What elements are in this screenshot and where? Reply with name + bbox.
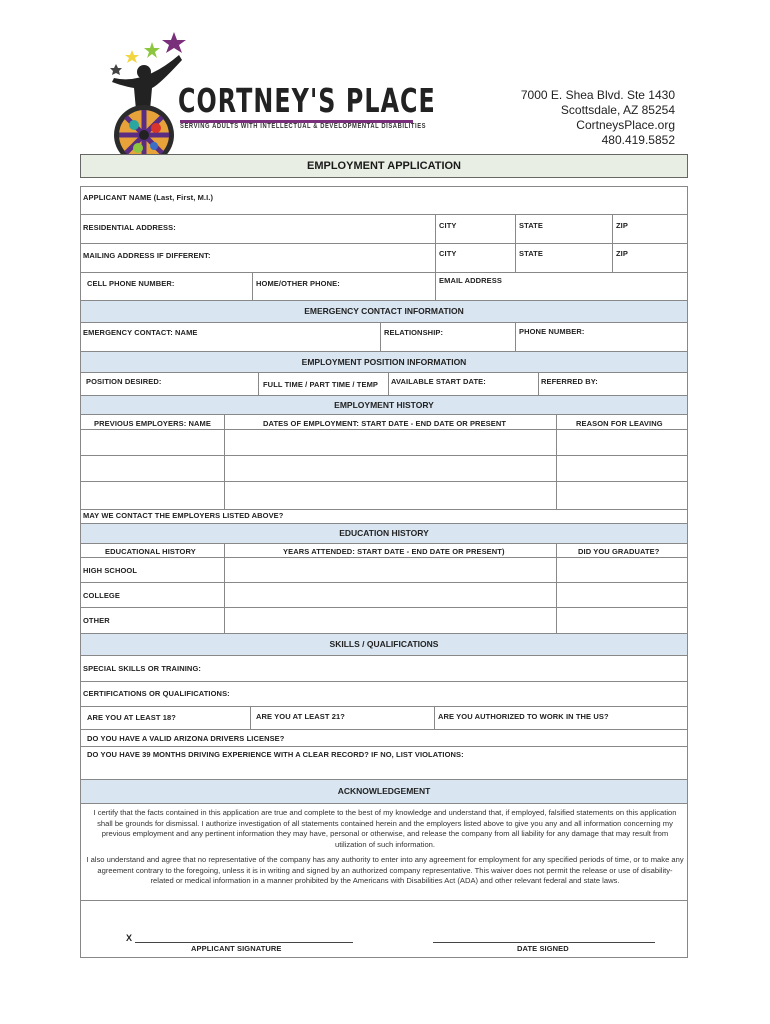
mailing-zip-label: ZIP bbox=[616, 249, 628, 258]
address-phone: 480.419.5852 bbox=[601, 133, 675, 147]
date-signed-label: DATE SIGNED bbox=[517, 944, 569, 953]
date-signed-line[interactable] bbox=[433, 942, 655, 943]
did-graduate-header: DID YOU GRADUATE? bbox=[578, 547, 660, 556]
email-label: EMAIL ADDRESS bbox=[439, 276, 502, 285]
address-line1: 7000 E. Shea Blvd. Ste 1430 bbox=[520, 88, 675, 102]
ack-header: ACKNOWLEDGEMENT bbox=[80, 779, 688, 804]
mailing-city-label: CITY bbox=[439, 249, 457, 258]
divider bbox=[80, 607, 688, 608]
residential-address-label: RESIDENTIAL ADDRESS: bbox=[83, 223, 176, 232]
ack-paragraph-1: I certify that the facts contained in this application are true and complete to the best of my knowledge and understand that, if employed, falsified statements on this application shall be grounds for dismissal. I authorize investigation of all statements contained herein and the employers listed above to give you any and all information concerning my previous employment and any pertinent information they may have, personal or otherwise, and release the company from all liability for any damage that may result from utilization of such information. bbox=[93, 808, 677, 849]
form-title-bar bbox=[80, 154, 688, 178]
authorized-us-label: ARE YOU AUTHORIZED TO WORK IN THE US? bbox=[438, 712, 609, 721]
employment-type-options: FULL TIME / PART TIME / TEMP bbox=[263, 380, 379, 389]
divider bbox=[252, 272, 253, 300]
relationship-label: RELATIONSHIP: bbox=[384, 328, 444, 337]
divider bbox=[435, 272, 436, 300]
divider bbox=[80, 509, 688, 510]
divider bbox=[388, 373, 389, 395]
referred-by-label: REFERRED BY: bbox=[541, 377, 598, 386]
skills-header: SKILLS / QUALIFICATIONS bbox=[80, 633, 688, 656]
divider bbox=[80, 557, 688, 558]
reason-leaving-header: REASON FOR LEAVING bbox=[576, 419, 663, 428]
other-label: OTHER bbox=[83, 616, 110, 625]
ack-paragraph-2: I also understand and agree that no representative of the company has any authority to enter into any agreement for employment for any specified periods of time, or to make any agreement contrary to the foregoing, unless it is in writing and signed by an authorized company representative. This waiver does not permit the release or use of disability-related or medical information in a manner prohibited by the Americans with Disabilities Act (ADA) and other relevant federal and state laws. bbox=[86, 855, 684, 885]
at-least-21-label: ARE YOU AT LEAST 21? bbox=[256, 712, 345, 721]
zip-label: ZIP bbox=[616, 221, 628, 230]
position-header: EMPLOYMENT POSITION INFORMATION bbox=[80, 351, 688, 373]
form-title: EMPLOYMENT APPLICATION bbox=[307, 160, 461, 172]
home-phone-label: HOME/OTHER PHONE: bbox=[256, 279, 340, 288]
start-date-label: AVAILABLE START DATE: bbox=[391, 377, 486, 386]
emergency-contact-label: EMERGENCY CONTACT: NAME bbox=[83, 328, 198, 337]
applicant-name-label: APPLICANT NAME (Last, First, M.I.) bbox=[83, 193, 214, 202]
city-label: CITY bbox=[439, 221, 457, 230]
certifications-label: CERTIFICATIONS OR QUALIFICATIONS: bbox=[83, 689, 230, 698]
phone-number-label: PHONE NUMBER: bbox=[519, 327, 585, 336]
divider bbox=[538, 373, 539, 395]
divider bbox=[80, 582, 688, 583]
years-attended-header: YEARS ATTENDED: START DATE - END DATE OR PRESENT) bbox=[283, 547, 505, 556]
divider bbox=[250, 706, 251, 729]
divider bbox=[80, 481, 688, 482]
state-label: STATE bbox=[519, 221, 543, 230]
divider bbox=[80, 214, 688, 215]
divider bbox=[80, 272, 688, 273]
mailing-address-label: MAILING ADDRESS IF DIFFERENT: bbox=[83, 251, 211, 260]
address-website: CortneysPlace.org bbox=[576, 118, 675, 132]
divider bbox=[258, 373, 259, 395]
logo-tagline: SERVING ADULTS WITH INTELLECTUAL & DEVELOPMENTAL DISABILITIES bbox=[180, 123, 427, 130]
divider bbox=[80, 746, 688, 747]
signature-x: X bbox=[126, 933, 133, 943]
cell-phone-label: CELL PHONE NUMBER: bbox=[87, 279, 175, 288]
logo-name: CORTNEY'S PLACE bbox=[178, 81, 436, 120]
education-header: EDUCATION HISTORY bbox=[80, 523, 688, 544]
divider bbox=[434, 706, 435, 729]
college-label: COLLEGE bbox=[83, 591, 120, 600]
high-school-label: HIGH SCHOOL bbox=[83, 566, 138, 575]
divider bbox=[80, 706, 688, 707]
history-header: EMPLOYMENT HISTORY bbox=[80, 395, 688, 415]
divider bbox=[80, 429, 688, 430]
emergency-header: EMERGENCY CONTACT INFORMATION bbox=[80, 300, 688, 323]
company-address bbox=[521, 88, 675, 148]
divider bbox=[80, 900, 688, 901]
az-license-label: DO YOU HAVE A VALID ARIZONA DRIVERS LICENSE? bbox=[87, 734, 285, 743]
educational-history-header: EDUCATIONAL HISTORY bbox=[105, 547, 196, 556]
dates-employment-header: DATES OF EMPLOYMENT: START DATE - END DATE OR PRESENT bbox=[263, 419, 507, 428]
mailing-state-label: STATE bbox=[519, 249, 543, 258]
signature-line[interactable] bbox=[135, 942, 353, 943]
divider bbox=[515, 323, 516, 351]
may-contact-label: MAY WE CONTACT THE EMPLOYERS LISTED ABOVE? bbox=[83, 511, 284, 520]
divider bbox=[80, 729, 688, 730]
divider bbox=[80, 681, 688, 682]
divider bbox=[80, 455, 688, 456]
divider bbox=[380, 323, 381, 351]
at-least-18-label: ARE YOU AT LEAST 18? bbox=[87, 713, 176, 722]
position-desired-label: POSITION DESIRED: bbox=[86, 377, 162, 386]
special-skills-label: SPECIAL SKILLS OR TRAINING: bbox=[83, 664, 201, 673]
prev-employers-header: PREVIOUS EMPLOYERS: NAME bbox=[94, 419, 211, 428]
divider bbox=[80, 243, 688, 244]
driving-record-label: DO YOU HAVE 39 MONTHS DRIVING EXPERIENCE WITH A CLEAR RECORD? IF NO, LIST VIOLATIONS: bbox=[87, 750, 464, 759]
address-line2: Scottsdale, AZ 85254 bbox=[560, 103, 675, 117]
applicant-signature-label: APPLICANT SIGNATURE bbox=[191, 944, 282, 953]
